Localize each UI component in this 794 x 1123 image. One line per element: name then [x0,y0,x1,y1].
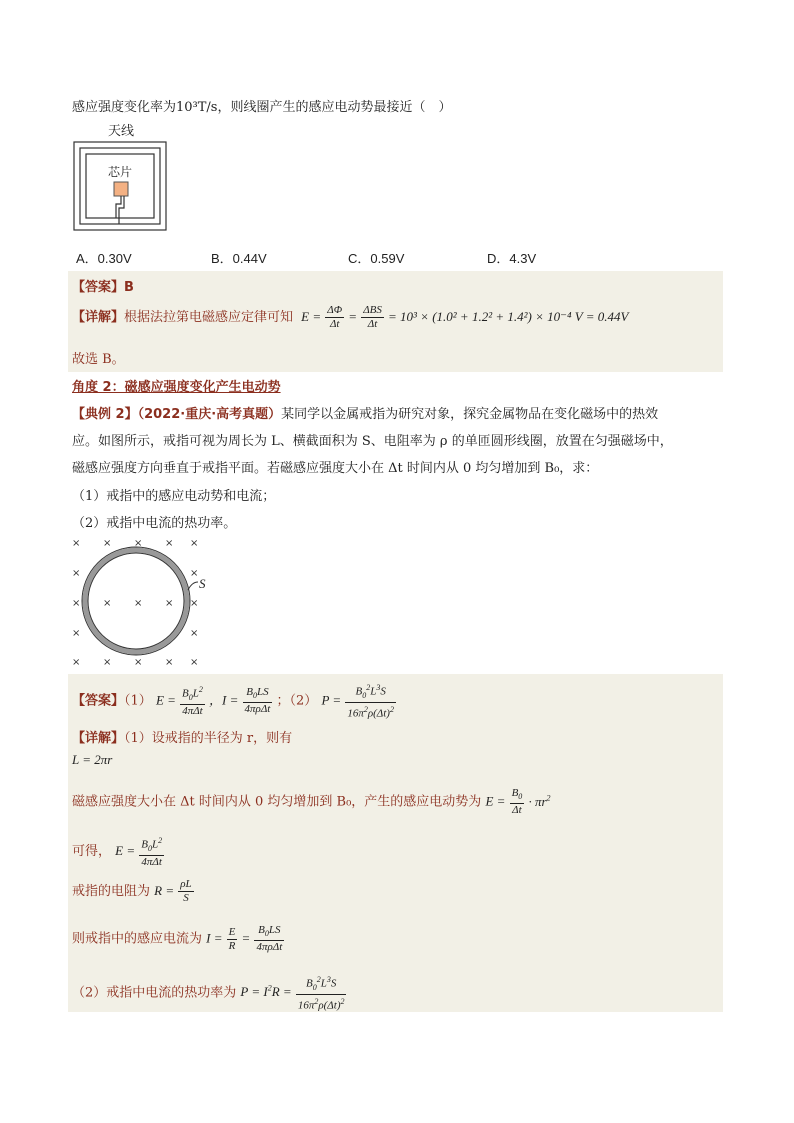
q2-detail-4: 可得， E = $\frac{B_0L^2}{\text{4πΔt}}$ [72,836,163,868]
q2-detail-3: 磁感应强度大小在 Δt 时间内从 0 均匀增加到 B₀，产生的感应电动势为 E = $\frac{B_0}{\Delta t}$ · $\pi r^2$ [72,787,551,817]
svg-text:×: × [103,657,112,668]
q2-answer-sep: ； [276,693,290,709]
ring-field-figure [66,532,216,668]
q2-detail-text-5: 戒指的电阻为 [72,884,151,899]
q2-stem-1 [72,403,658,422]
svg-text:×: × [190,598,199,609]
q2-detail-2: L = 2πr [72,752,113,767]
q1-conclusion: 故选 B。 [72,352,125,367]
svg-text:×: × [190,628,199,639]
q2-stem-text-1: 某同学以金属戒指为研究对象，探究金属物品在变化磁场中的热效 [281,407,659,422]
q2-stem-2: 应。如图所示，戒指可视为周长为 L、横截面积为 S、电阻率为 ρ 的单匝圆形线圈，放置在匀强磁场中， [72,434,673,449]
q1-frac-dbs: $\frac{\text{ΔBS}}{\Delta t}$ [363,304,382,330]
q2-source: （2022·重庆·高考真题） [137,407,282,422]
q2-detail-7: （2）戒指中电流的热功率为 $P = I^2R$ = $\frac{B_0^2L^3S}{16\pi^2\rho(\Delta t)^2}$ [72,975,345,1012]
q2-detail-5: 戒指的电阻为 R = $\frac{\rho L}{S}$ [72,878,192,904]
q1-detail: 【详解】根据法拉第电磁感应定律可知 E = $\frac{\Delta\Phi}{\Delta t}$ = $\frac{\text{ΔBS}}{\Delta t}$ = 10³ × (1.0² + 1.2² + 1.4²) × 10⁻⁴ V = 0.44V [72,304,629,330]
antenna-label: 天线 [108,123,135,138]
q2-stem-3: 磁感应强度方向垂直于戒指平面。若磁感应强度大小在 Δt 时间内从 0 均匀增加到 B₀，求： [72,461,599,476]
svg-text:×: × [72,568,81,579]
q2-detail-text-7: （2）戒指中电流的热功率为 [72,985,237,1001]
svg-text:×: × [72,598,81,609]
chip-square [114,182,128,196]
q1-detail-label: 【详解】 [72,310,125,325]
svg-text:×: × [103,598,112,609]
svg-text:×: × [134,598,143,609]
svg-text:×: × [190,538,199,549]
q2-sub1: （1）戒指中的感应电动势和电流； [72,489,276,504]
q2-answer-part2: （2） [289,693,318,709]
q1-stem: 感应强度变化率为10³T/s，则线圈产生的感应电动势最接近（ ） [72,100,452,115]
svg-text:×: × [72,628,81,639]
svg-text:×: × [190,657,199,668]
q2-detail-label: 【详解】 [72,731,125,746]
q2-detail-text-1: （1）设戒指的半径为 r，则有 [124,731,293,746]
q2-detail-1 [72,727,292,746]
ring-s-label: S [199,576,206,591]
svg-text:×: × [103,538,112,549]
q2-tag: 【典例 2】 [72,407,138,422]
antenna-chip-figure [72,122,172,234]
q2-detail-text-3: 磁感应强度大小在 Δt 时间内从 0 均匀增加到 B₀，产生的感应电动势为 [72,794,482,810]
section-heading: 角度 2：磁感应强度变化产生电动势 [72,380,281,395]
q2-sub2: （2）戒指中电流的热功率。 [72,516,237,531]
q2-detail-text-4: 可得， [72,843,112,859]
svg-text:×: × [134,538,143,549]
svg-text:×: × [72,657,81,668]
q1-detail-text: 根据法拉第电磁感应定律可知 [124,310,294,325]
q2-answer-part1: （1） [124,693,152,709]
q2-detail-text-6: 则戒指中的感应电流为 [72,931,203,947]
q1-formula-tail: = 10³ × (1.0² + 1.2² + 1.4²) × 10⁻⁴ V = 0.44V [388,309,629,324]
svg-text:×: × [165,657,174,668]
chip-label: 芯片 [108,165,133,179]
q2-answer-band [68,674,723,1012]
q2-detail-6: 则戒指中的感应电流为 I = $\frac{E}{R}$ = $\frac{B_0LS}{\text{4πρΔt}}$ [72,924,283,954]
option-a: A．0.30V [76,251,132,266]
option-b: B．0.44V [211,251,267,266]
q2-answer: 【答案】（1） E = $\frac{B_0L^2}{\text{4πΔt}}$ ，I = $\frac{B_0LS}{\text{4πρΔt}}$ ；（2） P = $\frac{B_0^2L^3S}{16\pi^2\rho(\Delta t)^2}$ [72,683,394,720]
svg-text:×: × [72,538,81,549]
svg-text:×: × [134,657,143,668]
option-d: D．4.3V [487,251,537,266]
q1-frac-dphi: $\frac{\Delta\Phi}{\Delta t}$ [327,304,343,330]
svg-text:×: × [190,568,199,579]
option-c: C．0.59V [348,251,405,266]
svg-text:×: × [165,538,174,549]
q2-answer-label: 【答案】 [72,693,125,709]
svg-text:×: × [165,598,174,609]
q1-answer: 【答案】B [72,280,134,295]
